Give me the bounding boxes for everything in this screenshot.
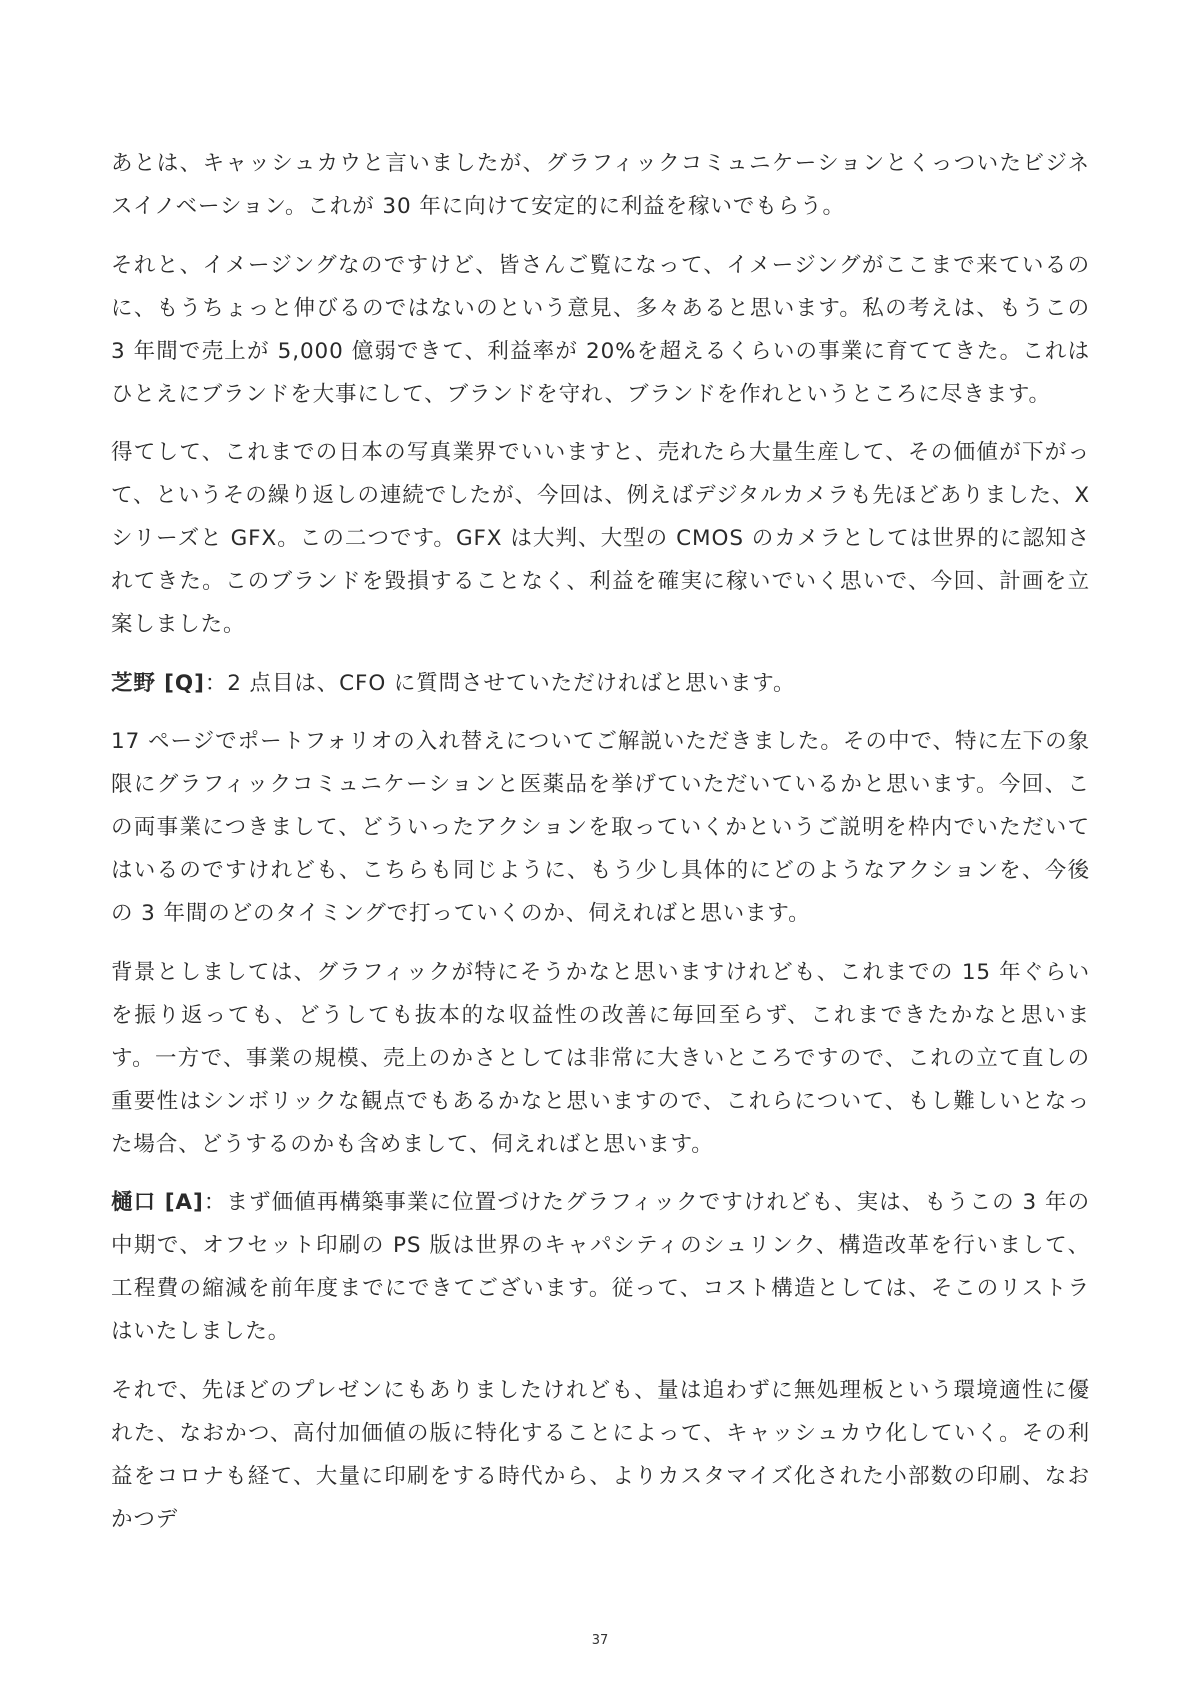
paragraph-text: それで、先ほどのプレゼンにもありましたけれども、量は追わずに無処理板という環境適性に優れた、なおかつ、高付加価値の版に特化することによって、キャッシュカウ化していく。その利益をコロナも経て、大量に印刷をする時代から、よりカスタマイズ化された小部数の印刷、なおかつデ [111,1377,1090,1532]
paragraph-8 [111,1369,1090,1541]
paragraph-1 [111,142,1090,228]
paragraph-6 [111,951,1090,1166]
paragraph-text: ：まず価値再構築事業に位置づけたグラフィックですけれども、実は、もうこの 3 年の中期で、オフセット印刷の PS 版は世界のキャパシティのシュリンク、構造改革を行いまして、工程費の縮減を前年度までにできてございます。従って、コスト構造としては、そこのリストラはいたしました。 [111,1190,1090,1344]
question-paragraph [111,662,1090,705]
paragraph-text: 17 ページでポートフォリオの入れ替えについてご解説いただきました。その中で、特に左下の象限にグラフィックコミュニケーションと医薬品を挙げていただいているかと思います。今回、この両事業につきまして、どういったアクションを取っていくかというご説明を枠内でいただいてはいるのですけれども、こちらも同じように、もう少し具体的にどのようなアクションを、今後の 3 年間のどのタイミングで打っていくのか、伺えればと思います。 [111,729,1090,926]
paragraph-text: 得てして、これまでの日本の写真業界でいいますと、売れたら大量生産して、その価値が下がって、というその繰り返しの連続でしたが、今回は、例えばデジタルカメラも先ほどありました、X シリーズと GFX。この二つです。GFX は大判、大型の CMOS のカメラとしては世界的に認知されてきた。このブランドを毀損することなく、利益を確実に稼いでいく思いで、今回、計画を立案しました。 [111,440,1090,637]
paragraph-text: ：2 点目は、CFO に質問させていただければと思います。 [204,670,796,696]
speaker-label: 樋口 [A] [111,1190,204,1215]
paragraph-text: それと、イメージングなのですけど、皆さんご覧になって、イメージングがここまで来ているのに、もうちょっと伸びるのではないのという意見、多々あると思います。私の考えは、もうこの 3 年間で売上が 5,000 億弱できて、利益率が 20%を超えるくらいの事業に育ててきた。これはひとえにブランドを大事にして、ブランドを守れ、ブランドを作れというところに尽きます。 [111,252,1090,407]
answer-paragraph [111,1181,1090,1353]
paragraph-2 [111,244,1090,416]
paragraph-text: あとは、キャッシュカウと言いましたが、グラフィックコミュニケーションとくっついたビジネスイノベーション。これが 30 年に向けて安定的に利益を稼いでもらう。 [111,151,1090,219]
paragraph-text: 背景としましては、グラフィックが特にそうかなと思いますけれども、これまでの 15 年ぐらいを振り返っても、どうしても抜本的な収益性の改善に毎回至らず、これまできたかなと思います。一方で、事業の規模、売上のかさとしては非常に大きいところですので、これの立て直しの重要性はシンボリックな観点でもあるかなと思いますので、これらについて、もし難しいとなった場合、どうするのかも含めまして、伺えればと思います。 [111,959,1090,1157]
paragraph-3 [111,431,1090,646]
page-number: 37 [591,1633,609,1648]
speaker-label: 芝野 [Q] [111,670,205,696]
document-body [111,142,1090,1556]
paragraph-5 [111,720,1090,935]
